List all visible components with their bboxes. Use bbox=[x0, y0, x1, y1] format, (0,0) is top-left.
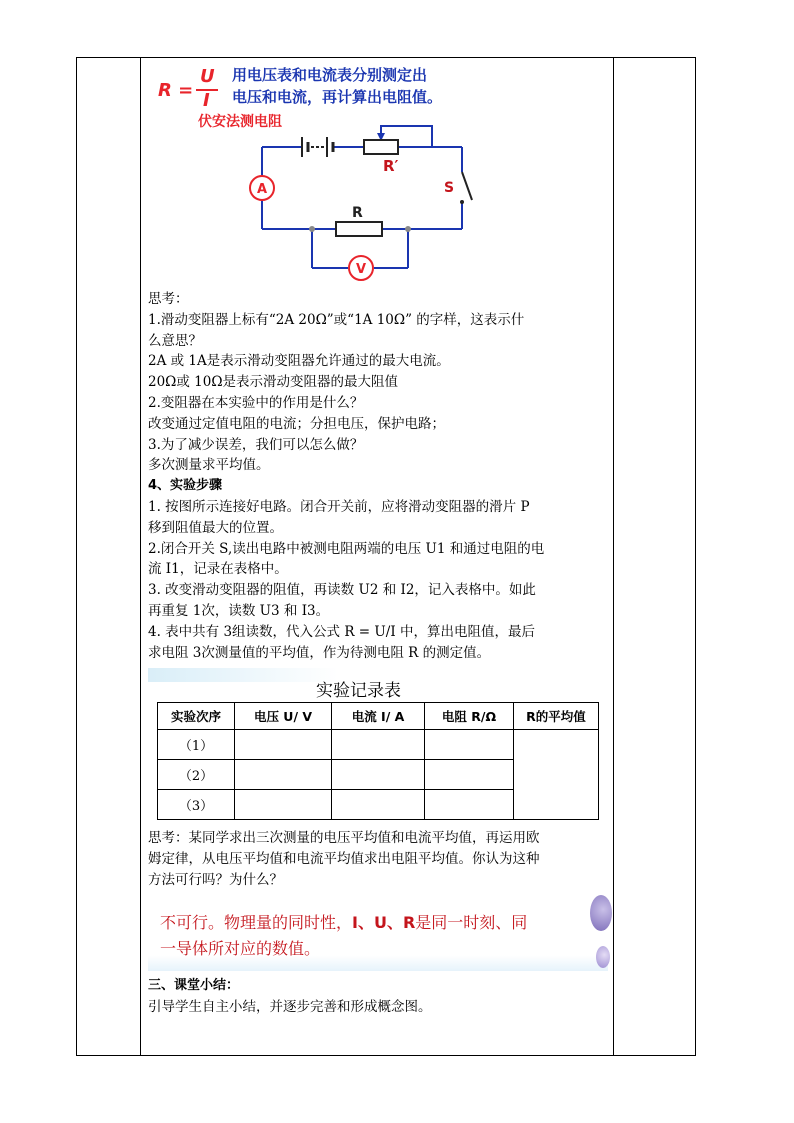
formula-description bbox=[232, 64, 442, 108]
table-header-cell: 实验次序 bbox=[158, 703, 235, 730]
step-line: 4. 表中共有 3组读数，代入公式 R = U/I 中，算出电阻值，最后 bbox=[148, 623, 535, 640]
table-header-row bbox=[158, 703, 599, 730]
step-line: 2.闭合开关 S,读出电路中被测电阻两端的电压 U1 和通过电阻的电 bbox=[148, 540, 545, 557]
think2-section bbox=[148, 828, 610, 890]
method-label: 伏安法测电阻 bbox=[198, 114, 282, 130]
step-line: 流 I1，记录在表格中。 bbox=[148, 561, 288, 578]
table-cell bbox=[425, 760, 514, 790]
column-divider-left bbox=[140, 57, 141, 1056]
table-title: 实验记录表 bbox=[316, 681, 401, 701]
think2-line: 姆定律，从电压平均值和电流平均值求出电阻平均值。你认为这种 bbox=[148, 850, 540, 867]
table-cell bbox=[425, 790, 514, 820]
steps-heading: 4、实验步骤 bbox=[148, 478, 223, 494]
formula-denominator: I bbox=[203, 90, 210, 111]
answer-part: 不可行。物理量的同时性， bbox=[160, 913, 353, 932]
step-line: 3. 改变滑动变阻器的阻值，再读数 U2 和 I2，记入表格中。如此 bbox=[148, 582, 536, 599]
ammeter-label: A bbox=[256, 182, 268, 197]
rheostat-symbol bbox=[364, 140, 398, 154]
decor-planet-icon bbox=[596, 946, 610, 968]
table-header-cell: R的平均值 bbox=[514, 703, 599, 730]
summary-section bbox=[148, 976, 610, 1018]
table-header-cell: 电流 I/ A bbox=[332, 703, 425, 730]
record-table bbox=[157, 702, 599, 820]
step-line: 1. 按图所示连接好电路。闭合开关前，应将滑动变阻器的滑片 P bbox=[148, 498, 530, 515]
table-header-cell: 电阻 R/Ω bbox=[425, 703, 514, 730]
table-cell bbox=[332, 760, 425, 790]
step-line: 再重复 1次，读数 U3 和 I3。 bbox=[148, 602, 330, 619]
circuit-diagram bbox=[240, 118, 480, 283]
summary-text: 引导学生自主小结，并逐步完善和形成概念图。 bbox=[148, 998, 432, 1015]
decor-planet-icon bbox=[590, 895, 612, 931]
table-row-label: （3） bbox=[158, 790, 235, 820]
table-cell bbox=[425, 730, 514, 760]
answer-line-2: 一导体所对应的数值。 bbox=[160, 939, 321, 958]
column-divider-right bbox=[613, 57, 614, 1056]
table-cell bbox=[235, 760, 332, 790]
summary-heading: 三、课堂小结： bbox=[148, 978, 240, 993]
resistor-symbol bbox=[336, 222, 382, 236]
step-line: 移到阻值最大的位置。 bbox=[148, 519, 283, 536]
think-section bbox=[148, 289, 610, 663]
think2-line: 方法可行吗？为什么？ bbox=[148, 871, 283, 888]
think-line: 20Ω或 10Ω是表示滑动变阻器的最大阻值 bbox=[148, 374, 399, 391]
think-line: 么意思？ bbox=[148, 332, 202, 349]
table-cell bbox=[235, 790, 332, 820]
table-cell bbox=[235, 730, 332, 760]
voltmeter-label: V bbox=[355, 262, 367, 277]
think2-line: 思考：某同学求出三次测量的电压平均值和电流平均值，再运用欧 bbox=[148, 830, 540, 846]
table-header-cell: 电压 U/ V bbox=[235, 703, 332, 730]
slide-background-band bbox=[148, 668, 338, 682]
formula-desc-line: 电压和电流，再计算出电阻值。 bbox=[232, 88, 443, 106]
answer-line-1 bbox=[160, 910, 527, 936]
answer-text bbox=[160, 910, 527, 962]
formula-desc-line: 用电压表和电流表分别测定出 bbox=[232, 66, 428, 84]
answer-part: 是同一时刻、同 bbox=[415, 913, 528, 932]
think-heading: 思考： bbox=[148, 291, 189, 307]
resistor-label: R bbox=[352, 205, 363, 221]
think-line: 1.滑动变阻器上标有“2A 20Ω”或“1A 10Ω” 的字样，这表示什 bbox=[148, 311, 525, 328]
average-cell bbox=[514, 730, 599, 820]
table-cell bbox=[332, 790, 425, 820]
think-line: 3.为了减少误差，我们可以怎么做？ bbox=[148, 436, 364, 453]
think-line: 多次测量求平均值。 bbox=[148, 457, 270, 474]
rheostat-label: R′ bbox=[383, 157, 399, 175]
think-line: 2.变阻器在本实验中的作用是什么？ bbox=[148, 394, 364, 411]
think-line: 改变通过定值电阻的电流；分担电压，保护电路； bbox=[148, 415, 445, 432]
table-row-label: （1） bbox=[158, 730, 235, 760]
table-cell bbox=[332, 730, 425, 760]
answer-variables: I、U、R bbox=[352, 913, 416, 932]
table-row bbox=[158, 730, 599, 760]
switch-label: S bbox=[444, 180, 455, 196]
step-line: 求电阻 3次测量值的平均值，作为待测电阻 R 的测定值。 bbox=[148, 644, 491, 661]
think-line: 2A 或 1A是表示滑动变阻器允许通过的最大电流。 bbox=[148, 353, 450, 370]
table-row-label: （2） bbox=[158, 760, 235, 790]
formula-lhs: R = bbox=[158, 80, 194, 101]
formula-numerator: U bbox=[200, 66, 215, 87]
